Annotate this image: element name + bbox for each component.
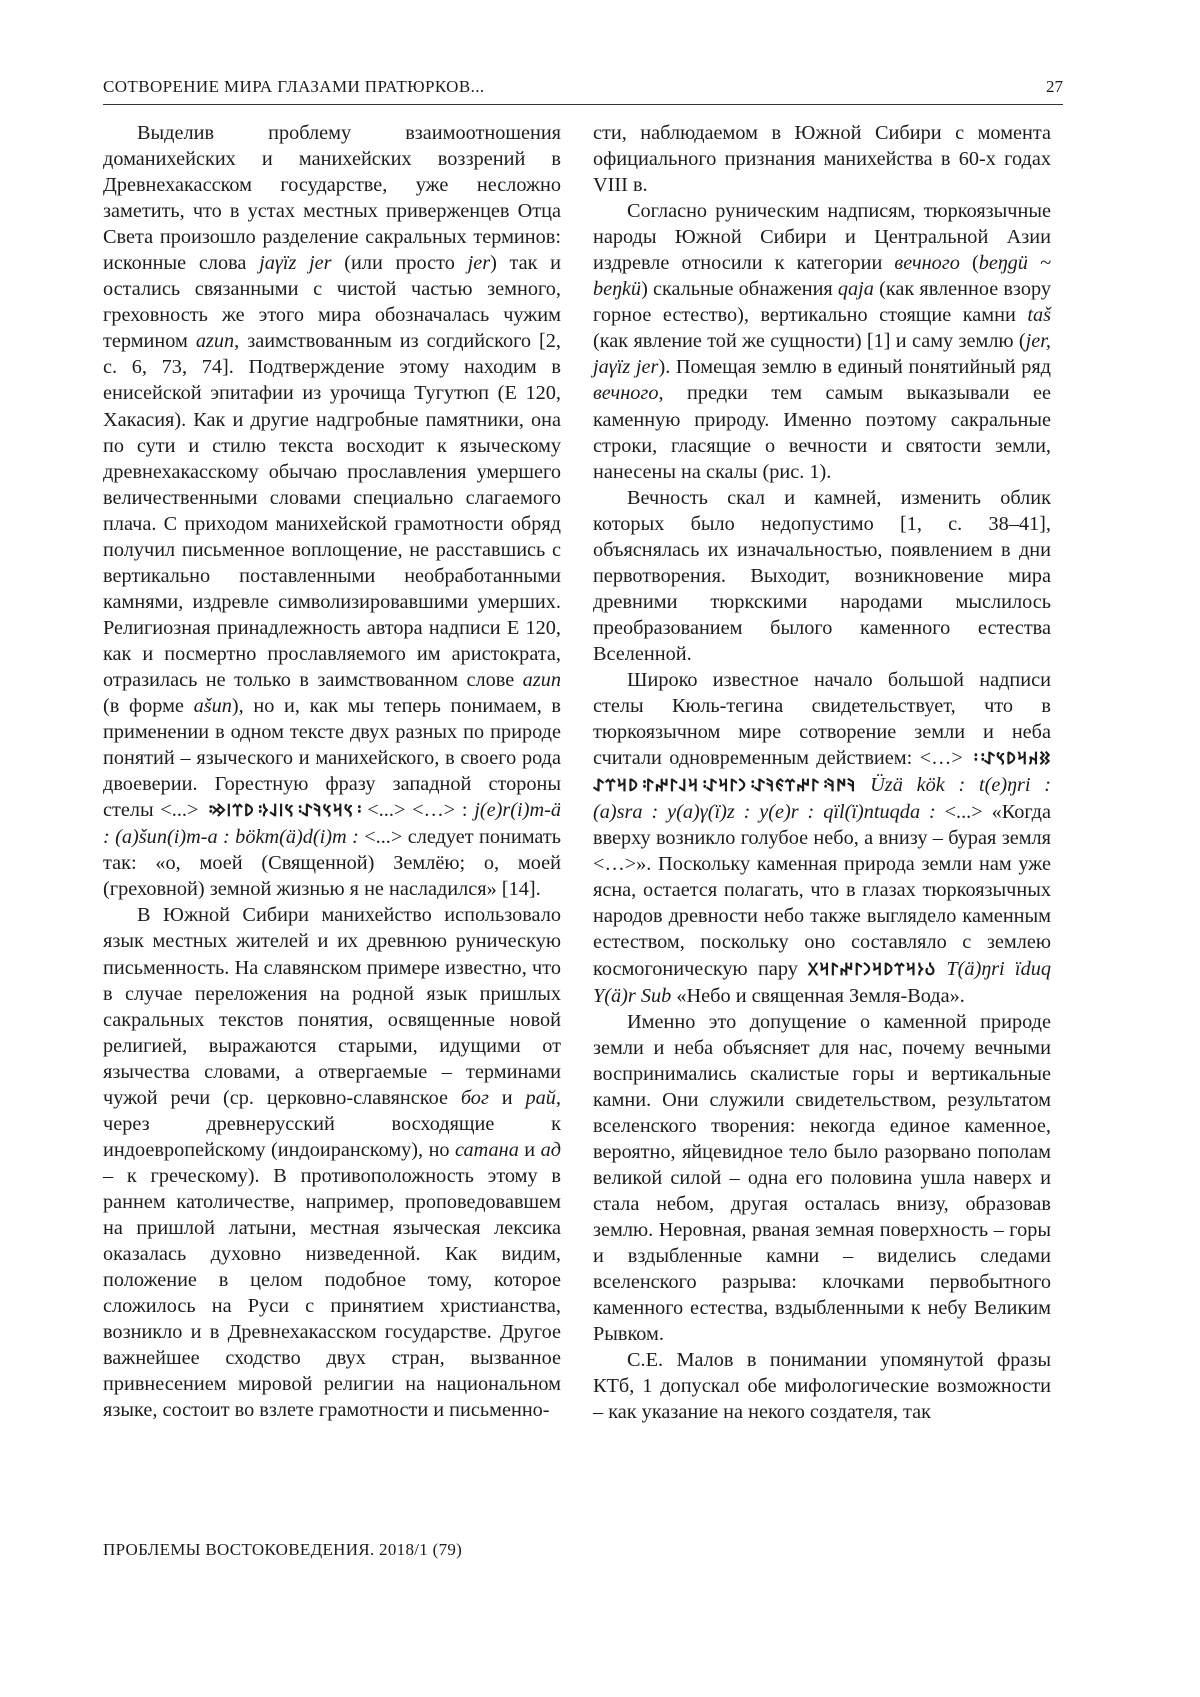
transliteration: qaja xyxy=(837,278,874,301)
text-run: <...> «Когда вверху возникло голубое небо, а внизу – бурая земля <…>». Поскольку каменная природа земли нам уже ясна, остается полагать, что в глазах тюркоязычных народов древности небо также выглядело каменным естеством, поскольку оно составляло с землею космогоническую пару xyxy=(593,801,1051,980)
text-run: , заимствованным из согдийского [2, с. 6, 73, 74]. Подтверждение этому находим в енисейской эпитафии из урочища Тугутюп (Е 120, Хакасия). Как и другие надгробные памятники, она по сути и стилю текста восходит к языческому древнехакасскому обычаю прославления умершего величественными словами специально слагаемого плача. С приходом манихейской грамотности обряд получил письменное воплощение, не расставшись с вертикально поставленными необработанными камнями, издревле символизировавшими умерших. Религиозная принадлежность автора надписи Е 120, как и посмертно прославляемого им аристократа, отразилась не только в заимствованном слове xyxy=(103,330,561,691)
text-run: Широко известное начало большой надписи стелы Кюль-тегина свидетельствует, что в тюркоязычном мире сотворение земли и неба считали одновременным действием: <…> xyxy=(593,668,1051,770)
transliteration: j(e)r(i)m-ä : (a)šun(i)m-a : bökm(ä)d(i)m : xyxy=(103,799,561,849)
page-number: 27 xyxy=(1046,77,1063,96)
text-run: <...> <…> : xyxy=(360,799,475,822)
running-footer: ПРОБЛЕМЫ ВОСТОКОВЕДЕНИЯ. 2018/1 (79) xyxy=(103,1540,463,1559)
text-run: ), но и, как мы теперь понимаем, в применении в одном тексте двух разных по природе понятий – языческого и манихейского, в своего рода двоеверии. Горестную фразу западной стороны стелы <...> xyxy=(103,695,561,822)
transliteration: taš xyxy=(1027,304,1051,327)
transliteration: jer xyxy=(467,252,491,275)
running-header xyxy=(103,77,1063,107)
runic-inscription: ᠄𐰽𐰺𐰽𐰚𐰀᠄𐰽𐰾𐰞𐰆᠄𐰖𐰼𐰾𐰢᠄ xyxy=(205,801,361,822)
transliteration: T(ä)ŋri ïduq Y(ä)r Sub xyxy=(593,957,1051,1007)
text-run: Согласно руническим надписям, тюркоязычные народы Южной Сибири и Центральной Азии издревле относили к категории xyxy=(593,200,1051,275)
term: бог xyxy=(460,1086,489,1109)
term: ад xyxy=(540,1138,561,1161)
text-run: , предки тем самым выказывали ее каменную природу. Именно поэтому сакральные строки, гласящие о вечности и святости земли, нанесены на скалы (рис. 1). xyxy=(593,382,1051,483)
paragraph-eternal-categories xyxy=(593,198,1051,485)
text-run: Выделив проблему взаимоотношения доманихейских и манихейских воззрений в Древнехакасском государстве, уже несложно заметить, что в устах местных приверженцев Отца Света произошло разделение сакральных терминов: исконные слова xyxy=(103,122,561,275)
paragraph-tugutyup-epitaph xyxy=(103,120,561,902)
term: вечного xyxy=(894,252,960,275)
paragraph-malov: С.Е. Малов в понимании упомянутой фразы КТб, 1 допускал обе мифологические возможности – как указание на некого создателя, так xyxy=(593,1349,1051,1424)
paragraph-stone-nature: Именно это допущение о каменной природе земли и неба объясняет для нас, почему вечными воспринимались скалистые горы и вертикальные камни. Они служили свидетельством, результатом вселенского творения: некогда единое каменное, вероятно, яйцевидное тело было разорвано пополам великой силой – одна его половина ушла наверх и стала небом, другая осталась внизу, образовав землю. Неровная, рваная земная поверхность – горы и вздыбленные камни – виделись следами вселенского разрыва: клочками первобытного каменного естества, вздыбленными к небу Великим Рывком. xyxy=(593,1010,1051,1346)
paragraph-eternity-of-rocks: Вечность скал и камней, изменить облик которых было недопустимо [1, с. 38–41], объяснялась их изначальностью, появлением в дни первотворения. Выходит, возникновение мира древними тюркскими народами мыслилось преобразованием былого каменного естества Вселенной. xyxy=(593,486,1051,665)
transliteration: Üzä kök : t(e)ŋri : (a)sra : y(a)γ(ï)z : y(e)r : qïl(ï)ntuqda : xyxy=(593,774,1051,824)
right-column xyxy=(593,120,1051,1425)
running-header-title: СОТВОРЕНИЕ МИРА ГЛАЗАМИ ПРАТЮРКОВ... xyxy=(103,77,485,96)
term: сатана xyxy=(455,1138,519,1161)
text-run: ) скальные обнажения xyxy=(641,278,838,301)
transliteration: jer, jaγïz jer xyxy=(593,330,1051,379)
text-run xyxy=(936,958,946,980)
text-run: В Южной Сибири манихейство использовало язык местных жителей и их древнюю руническую письменность. На славянском примере известно, что в случае переложения на родной язык пришлых сакральных текстов понятия, освященные новой религией, выражаются старыми, идущими от язычества словами, а отвергаемые – терминами чужой речи (ср. церковно-славянское xyxy=(103,904,561,1109)
runic-inscription: 𐰉𐰆𐰺𐰼𐰖𐰺𐰣𐰃𐰤𐰃𐰺𐰓 xyxy=(808,959,937,980)
transliteration: azun xyxy=(522,668,561,691)
term: рай, xyxy=(525,1086,561,1109)
text-run: ) так и остались связанными с чистой частью земного, греховность же этого мира обозначалась чужим термином xyxy=(103,252,562,353)
header-rule xyxy=(103,104,1063,105)
text-run xyxy=(856,774,870,796)
transliteration: jaγïz jer xyxy=(259,252,332,275)
term: вечного xyxy=(593,382,659,405)
text-run: «Небо и священная Земля-Вода». xyxy=(671,984,965,1007)
transliteration: ašun xyxy=(193,695,232,718)
text-run: (или просто xyxy=(331,252,468,275)
paragraph-manichaeism-south-siberia xyxy=(103,902,561,1423)
paragraph-kul-tegin-inscription xyxy=(593,667,1051,1009)
text-run: и xyxy=(518,1138,541,1161)
text-run: ( xyxy=(959,252,979,275)
text-run: через древнерусский восходящие к индоевропейскому (индоиранскому), но xyxy=(103,1112,561,1161)
text-run: – к греческому). В противоположность этому в раннем католичестве, например, проповедовавшем на пришлой латыни, местная языческая лексика оказалась духовно низведенной. Как видим, положение в целом подобное тому, которое сложилось на Руси с принятием христианства, возникло и в Древнехакасском государстве. Другое важнейшее сходство двух стран, вызванное привнесением мировой религии на национальном языке, состоит во взлете грамотности и письменно- xyxy=(103,1164,561,1422)
transliteration: azun xyxy=(195,330,235,353)
text-run: ). Помещая землю в единый понятийный ряд xyxy=(658,356,1051,379)
text-run: <...> следует понимать так: «о, моей (Священной) Землёю; о, моей (греховной) земной жизнью я не насладился» [14]. xyxy=(103,826,561,901)
text-run: (как явленное взору горное естество), вертикально стоящие камни xyxy=(593,278,1051,327)
text-run: (как явление той же сущности) [1] и саму землю ( xyxy=(593,330,1026,353)
transliteration: beŋgü ~ beŋkü xyxy=(593,252,1052,301)
runic-inscription: ᠄𐰑𐰴𐰺𐰖𐰽𐰀᠄𐰚𐰇𐰚᠄𐰃𐰤𐰼𐰏𐰚𐰀᠄𐰣𐰃𐰺𐰀᠄𐰺𐰞𐰃𐰤𐰃᠄𐰖𐰺𐰼𐰀 xyxy=(593,749,1051,797)
paragraph-continuation: сти, наблюдаемом в Южной Сибири с момента официального признания манихейства в 60-х годах VIII в. xyxy=(593,122,1051,197)
text-run: и xyxy=(488,1086,526,1109)
left-column xyxy=(103,120,561,1423)
text-run: (в форме xyxy=(103,695,194,718)
